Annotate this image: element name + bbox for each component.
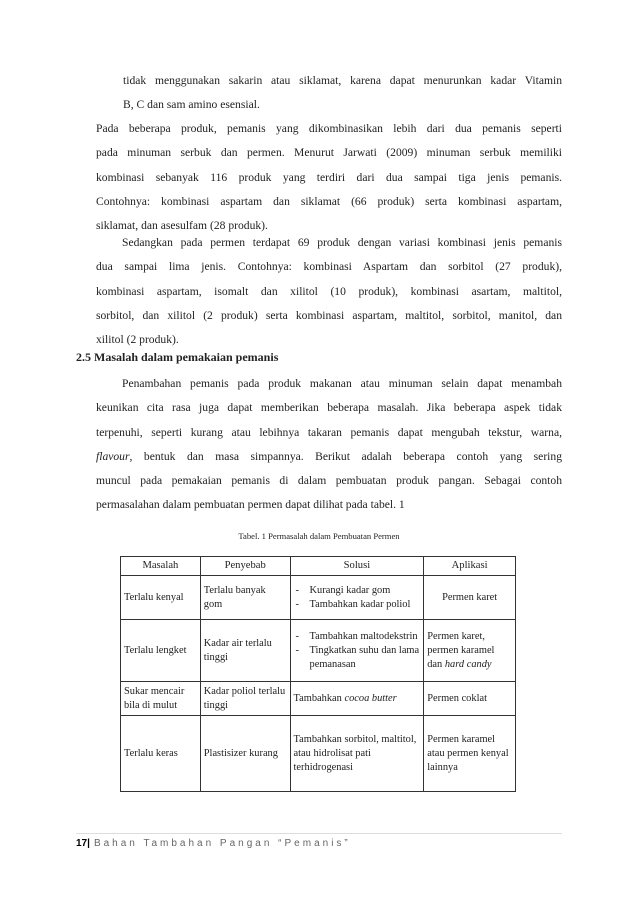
footer-title: Bahan Tambahan Pangan “Pemanis”: [93, 838, 351, 849]
cell-penyebab: Kadar poliol terlalu tinggi: [200, 682, 290, 716]
text-line: Sedangkan pada permen terdapat 69 produk dengan variasi kombinasi jenis pemanis: [122, 236, 562, 249]
text-line: Penambahan pemanis pada produk makanan atau minuman selain dapat menambah: [122, 377, 562, 390]
solusi-text: Tambahkan: [293, 692, 345, 704]
text-span: , bentuk dan masa simpannya. Berikut adalah beberapa contoh yang sering: [129, 449, 562, 463]
table-row: [121, 576, 516, 620]
cell-aplikasi: Permen karamel atau permen kenyal lainnya: [424, 716, 516, 792]
cell-aplikasi: [424, 620, 516, 682]
cell-masalah: Terlalu kenyal: [121, 576, 201, 620]
text-line: kombinasi sebanyak 116 produk yang terdiri dari dua sampai tiga jenis pemanis.: [96, 170, 562, 184]
text-line: pada minuman serbuk dan permen. Menurut Jarwati (2009) minuman serbuk memiliki: [96, 146, 562, 160]
table-row: [121, 682, 516, 716]
italic-term: flavour: [96, 449, 130, 463]
text-line: [96, 445, 562, 469]
text-line: keunikan cita rasa juga dapat memberikan beberapa masalah. Jika beberapa aspek tidak: [96, 401, 562, 415]
cell-masalah: Terlalu keras: [121, 716, 201, 792]
table-header-row: [121, 557, 516, 576]
table-row: [121, 620, 516, 682]
text-line: kombinasi aspartam, isomalt dan xilitol (10 produk), kombinasi asartam, maltitol,: [96, 284, 562, 298]
cell-masalah: Terlalu lengket: [121, 620, 201, 682]
text-line: siklamat, dan asesulfam (28 produk).: [96, 219, 268, 233]
permen-problem-table: [120, 556, 516, 792]
header-penyebab: Penyebab: [200, 557, 290, 576]
text-line: terpenuhi, seperti kurang atau lebihnya takaran pemanis dapat mengubah tekstur, warna,: [96, 425, 562, 439]
paragraph-permen: [96, 231, 562, 352]
text-line: B, C dan sam amino esensial.: [123, 98, 260, 112]
text-line: xilitol (2 produk).: [96, 333, 179, 347]
solusi-italic: cocoa butter: [344, 692, 397, 704]
text-line: sorbitol, dan xilitol (2 produk) serta kombinasi aspartam, maltitol, sorbitol, manitol, dan: [96, 308, 562, 322]
solusi-item: - Tambahkan maltodekstrin: [294, 630, 421, 644]
solusi-item: - Tingkatkan suhu dan lama pemanasan: [294, 644, 421, 672]
cell-solusi: [290, 682, 424, 716]
text-line: muncul pada pemakaian pemanis di dalam pembuatan produk pangan. Sebagai contoh: [96, 474, 562, 488]
aplikasi-text: Permen karet, permen karamel dan: [427, 630, 495, 670]
solusi-item: - Kurangi kadar gom: [294, 584, 421, 598]
text-line: tidak menggunakan sakarin atau siklamat, karena dapat menurunkan kadar Vitamin: [123, 74, 562, 87]
cell-aplikasi: Permen coklat: [424, 682, 516, 716]
cell-aplikasi: Permen karet: [424, 576, 516, 620]
text-line: dua sampai lima jenis. Contohnya: kombinasi Aspartam dan sorbitol (27 produk),: [96, 260, 562, 274]
cell-penyebab: Plastisizer kurang: [200, 716, 290, 792]
text-line: permasalahan dalam pembuatan permen dapat dilihat pada tabel. 1: [96, 498, 405, 512]
footer-divider: [76, 833, 562, 834]
footer-separator: |: [87, 838, 90, 849]
paragraph-vitamin: [123, 69, 562, 118]
solusi-item: - Tambahkan kadar poliol: [294, 598, 421, 612]
cell-solusi: Tambahkan sorbitol, maltitol, atau hidrolisat pati terhidrogenasi: [290, 716, 424, 792]
table-caption: Tabel. 1 Permasalah dalam Pembuatan Permen: [238, 531, 400, 541]
text-line: Contohnya: kombinasi aspartam dan siklamat (66 produk) serta kombinasi aspartam,: [96, 194, 562, 208]
aplikasi-italic: hard candy: [444, 658, 492, 670]
page-number: 17: [76, 838, 88, 849]
paragraph-masalah: [96, 372, 562, 518]
table-row: [121, 716, 516, 792]
cell-solusi: [290, 620, 424, 682]
header-masalah: Masalah: [121, 557, 201, 576]
paragraph-minuman-serbuk: [96, 117, 562, 238]
cell-solusi: [290, 576, 424, 620]
cell-penyebab: Kadar air terlalu tinggi: [200, 620, 290, 682]
page-footer: [76, 838, 351, 849]
header-aplikasi: Aplikasi: [424, 557, 516, 576]
cell-penyebab: Terlalu banyak gom: [200, 576, 290, 620]
cell-masalah: Sukar mencair bila di mulut: [121, 682, 201, 716]
text-line: Pada beberapa produk, pemanis yang dikombinasikan lebih dari dua pemanis seperti: [96, 122, 562, 135]
header-solusi: Solusi: [290, 557, 424, 576]
section-heading: 2.5 Masalah dalam pemakaian pemanis: [76, 350, 279, 364]
